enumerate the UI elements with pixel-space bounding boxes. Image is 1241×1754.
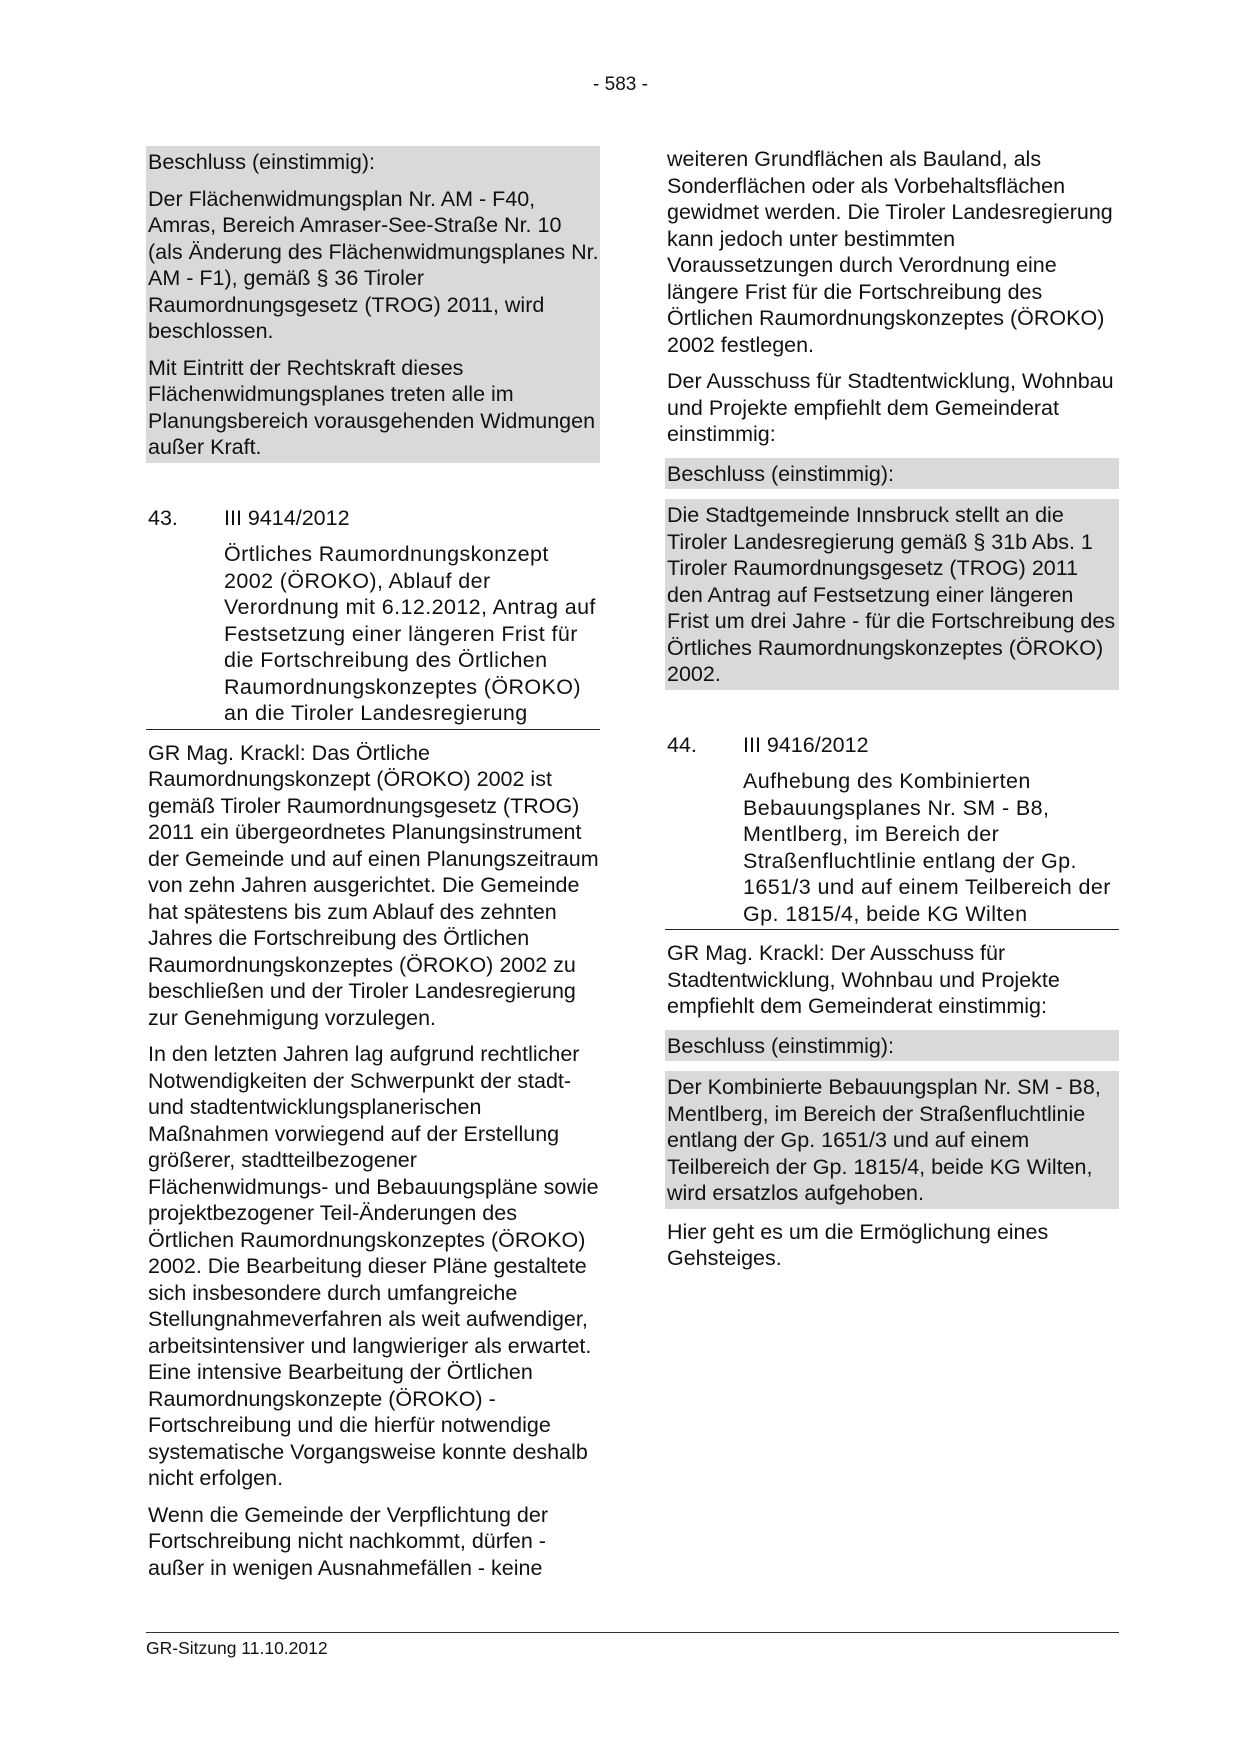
decision-heading: Beschluss (einstimmig): [667, 1033, 894, 1058]
item-reference: III 9414/2012 [224, 505, 350, 530]
item-number: 44. [667, 732, 697, 757]
decision-block-af40 [146, 146, 600, 463]
decision-heading: Beschluss (einstimmig): [667, 461, 894, 486]
decision-heading: Beschluss (einstimmig): [148, 150, 375, 174]
decision-heading-block [665, 458, 1119, 490]
paragraph: weiteren Grundflächen als Bauland, als Sonderflächen oder als Vorbehaltsflächen gewidmet werden. Die Tiroler Landesregierung kann jedoch unter bestimmten Voraussetzungen durch Verordnung eine längere Frist für die Fortschreibung des Örtlichen Raumordnungskonzeptes (ÖROKO) 2002 festlegen. [667, 147, 1113, 357]
paragraph: GR Mag. Krackl: Das Örtliche Raumordnungskonzept (ÖROKO) 2002 ist gemäß Tiroler Raumordnungsgesetz (TROG) 2011 ein übergeordnetes Planungsinstrument der Gemeinde und auf einen Planungszeitraum von zehn Jahren ausgerichtet. Die Gemeinde hat spätestens bis zum Ablauf des zehnten Jahres die Fortschreibung des Örtlichen Raumordnungskonzeptes (ÖROKO) 2002 zu beschließen und der Tiroler Landesregierung zur Genehmigung vorzulegen. [148, 740, 599, 1030]
paragraph: Wenn die Gemeinde der Verpflichtung der Fortschreibung nicht nachkommt, dürfen - außer in wenigen Ausnahmefällen - keine [148, 1502, 548, 1580]
item-subject: Aufhebung des Kombinierten Bebauungsplanes Nr. SM - B8, Mentlberg, im Bereich der Straßenfluchtlinie entlang der Gp. 1651/3 und auf einem Teilbereich der Gp. 1815/4, beide KG Wilten [743, 769, 1111, 926]
footer-session-date: GR-Sitzung 11.10.2012 [146, 1638, 328, 1658]
decision-text: Die Stadtgemeinde Innsbruck stellt an die Tiroler Landesregierung gemäß § 31b Abs. 1 Tiroler Raumordnungsgesetz (TROG) 2011 den Antrag auf Festsetzung einer längeren Frist um drei Jahre - für die Fortschreibung des Örtliches Raumordnungskonzeptes (ÖROKO) 2002. [667, 503, 1116, 686]
paragraph: Hier geht es um die Ermöglichung eines Gehsteiges. [667, 1219, 1049, 1270]
right-column [665, 146, 1119, 1282]
page-number: - 583 - [593, 74, 648, 95]
paragraph: In den letzten Jahren lag aufgrund rechtlicher Notwendigkeiten der Schwerpunkt der stadt- und stadtentwicklungsplanerischen Maßnahmen vorwiegend auf der Erstellung größerer, stadtteilbezogener Flächenwidmungs- und Bebauungspläne sowie projektbezogener Teil-Änderungen des Örtlichen Raumordnungskonzeptes (ÖROKO) 2002. Die Bearbeitung dieser Pläne gestaltete sich insbesondere durch umfangreiche Stellungnahmeverfahren als weit aufwendiger, arbeitsintensiver und langwieriger als erwartet. Eine intensive Bearbeitung der Örtlichen Raumordnungskonzepte (ÖROKO) - Fortschreibung und die hierfür notwendige systematische Vorgangsweise konnte deshalb nicht erfolgen. [148, 1042, 599, 1490]
agenda-item-44 [665, 732, 1119, 1272]
decision-heading-block [665, 1030, 1119, 1062]
decision-text-block [665, 1071, 1119, 1209]
decision-text-block [665, 499, 1119, 690]
decision-text: Der Flächenwidmungsplan Nr. AM - F40, Amras, Bereich Amraser-See-Straße Nr. 10 (als Änderung des Flächenwidmungsplanes Nr. AM - F1), gemäß § 36 Tiroler Raumordnungsgesetz (TROG) 2011, wird beschlossen. [148, 186, 599, 343]
item-header [146, 505, 600, 532]
paragraph: GR Mag. Krackl: Der Ausschuss für Stadtentwicklung, Wohnbau und Projekte empfiehlt dem Gemeinderat einstimmig: [667, 941, 1060, 1018]
item-subject-rule [665, 768, 1119, 930]
item-header [665, 732, 1119, 759]
paragraph: Der Ausschuss für Stadtentwicklung, Wohnbau und Projekte empfiehlt dem Gemeinderat einstimmig: [667, 369, 1114, 446]
item-subject-rule [146, 541, 600, 730]
left-column [146, 146, 600, 1591]
item-number: 43. [148, 505, 178, 530]
footer-divider [146, 1632, 1119, 1633]
item-subject: Örtliches Raumordnungskonzept 2002 (ÖROKO), Ablauf der Verordnung mit 6.12.2012, Antrag auf Festsetzung einer längeren Frist für die Fortschreibung des Örtlichen Raumordnungskonzeptes (ÖROKO) an die Tiroler Landesregierung [224, 542, 596, 725]
agenda-item-43 [146, 505, 600, 1582]
decision-text: Der Kombinierte Bebauungsplan Nr. SM - B8, Mentlberg, im Bereich der Straßenfluchtlinie entlang der Gp. 1651/3 und auf einem Teilbereich der Gp. 1815/4, beide KG Wilten, wird ersatzlos aufgehoben. [667, 1075, 1101, 1205]
decision-text-2: Mit Eintritt der Rechtskraft dieses Flächenwidmungsplanes treten alle im Planungsbereich vorausgehenden Widmungen außer Kraft. [148, 355, 596, 459]
item-reference: III 9416/2012 [743, 732, 869, 757]
